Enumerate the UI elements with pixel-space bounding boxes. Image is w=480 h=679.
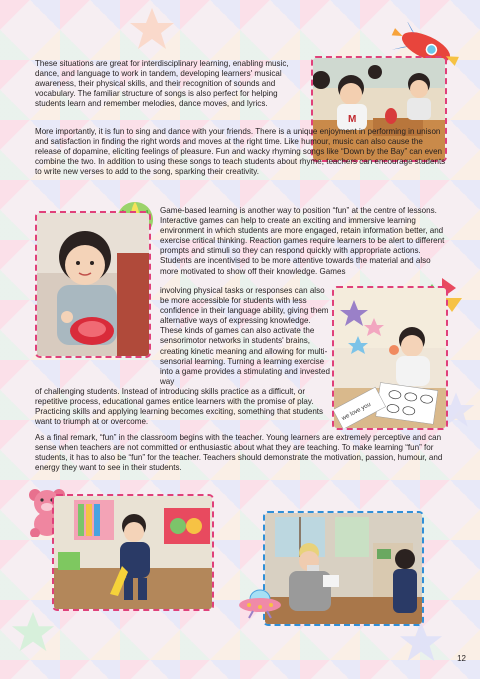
paragraph-game-based-learning-end: of challenging students. Instead of introducing skills practice as a difficult, or repetitive process, educational games entice learners with the promise of play. Practicing skills and applying learning becomes exciting, something that students want to triumph at or overcome. [35, 387, 324, 427]
star-decoration [128, 6, 176, 52]
photo-illustration [265, 513, 422, 624]
svg-text:M: M [348, 114, 357, 125]
photo-illustration [54, 496, 212, 609]
photo-illustration [334, 288, 446, 428]
paragraph-final-remark: As a final remark, “fun” in the classroom begins with the teacher. Young learners are extremely perceptive and can sense when teachers are not committed or enthusiastic about what they are teaching. To make learning “fun” for students, it has to also be “fun” for the teacher. Teachers should demonstrate the motivation, passion, humour, and energy they want to see in their students. [35, 433, 443, 473]
star-decoration [10, 610, 56, 654]
photo-child-playing [52, 494, 214, 611]
photo-boy-worksheet [332, 286, 448, 430]
paragraph-intro: These situations are great for interdisciplinary learning, enabling music, dance, and language to work in tandem, developing learners' musical awareness, their physical skills, and their recognition of sounds and vocabulary. The familiar structure of songs is also perfect for helping students learn and remember melodies, dance moves, and lyrics. [35, 59, 289, 109]
star-decoration [398, 620, 444, 664]
flying-saucer-icon [237, 585, 283, 619]
photo-illustration [37, 213, 149, 356]
paragraph-game-based-learning: Game-based learning is another way to position “fun” at the centre of lessons. Interactive games can help to create an exciting and immersive learning environment in which students are more engaged, retain information better, and exercise critical thinking. Reaction games require learners to be alert to different prompts and stimuli so they can respond quickly with appropriate actions. Students are incentivised to be more attentive towards the material and also more motivated to show off their knowledge. Games [160, 206, 445, 276]
page-number: 12 [457, 654, 466, 663]
paragraph-sing-dance: More importantly, it is fun to sing and dance with your friends. There is a unique enjoyment in performing in unison and satisfaction in finding the right words and moves at the right time. Like humour, music can also cause the release of dopamine, eliciting feelings of pleasure. Fun and wacky rhyming songs like “Down by the Bay” can even combine the two. In addition to using these songs to teach students about rhyme, teachers can encourage students to write new verses to add to the song, sparking their creativity. [35, 127, 446, 177]
worksheet-text: we love you [341, 401, 372, 422]
photo-teacher-with-children [263, 511, 424, 626]
photo-girl-red-toy [35, 211, 151, 358]
paragraph-game-based-learning-cont: involving physical tasks or responses can also be more accessible for students with less confidence in their language ability, giving them alternative ways of expressing knowledge. These kinds of games can also activate the sensorimotor networks in students' brains, creating kinetic meaning and allowing for multi-sensorial learning. Turning a learning exercise into a game provides a stimulating and invested way [160, 286, 330, 386]
